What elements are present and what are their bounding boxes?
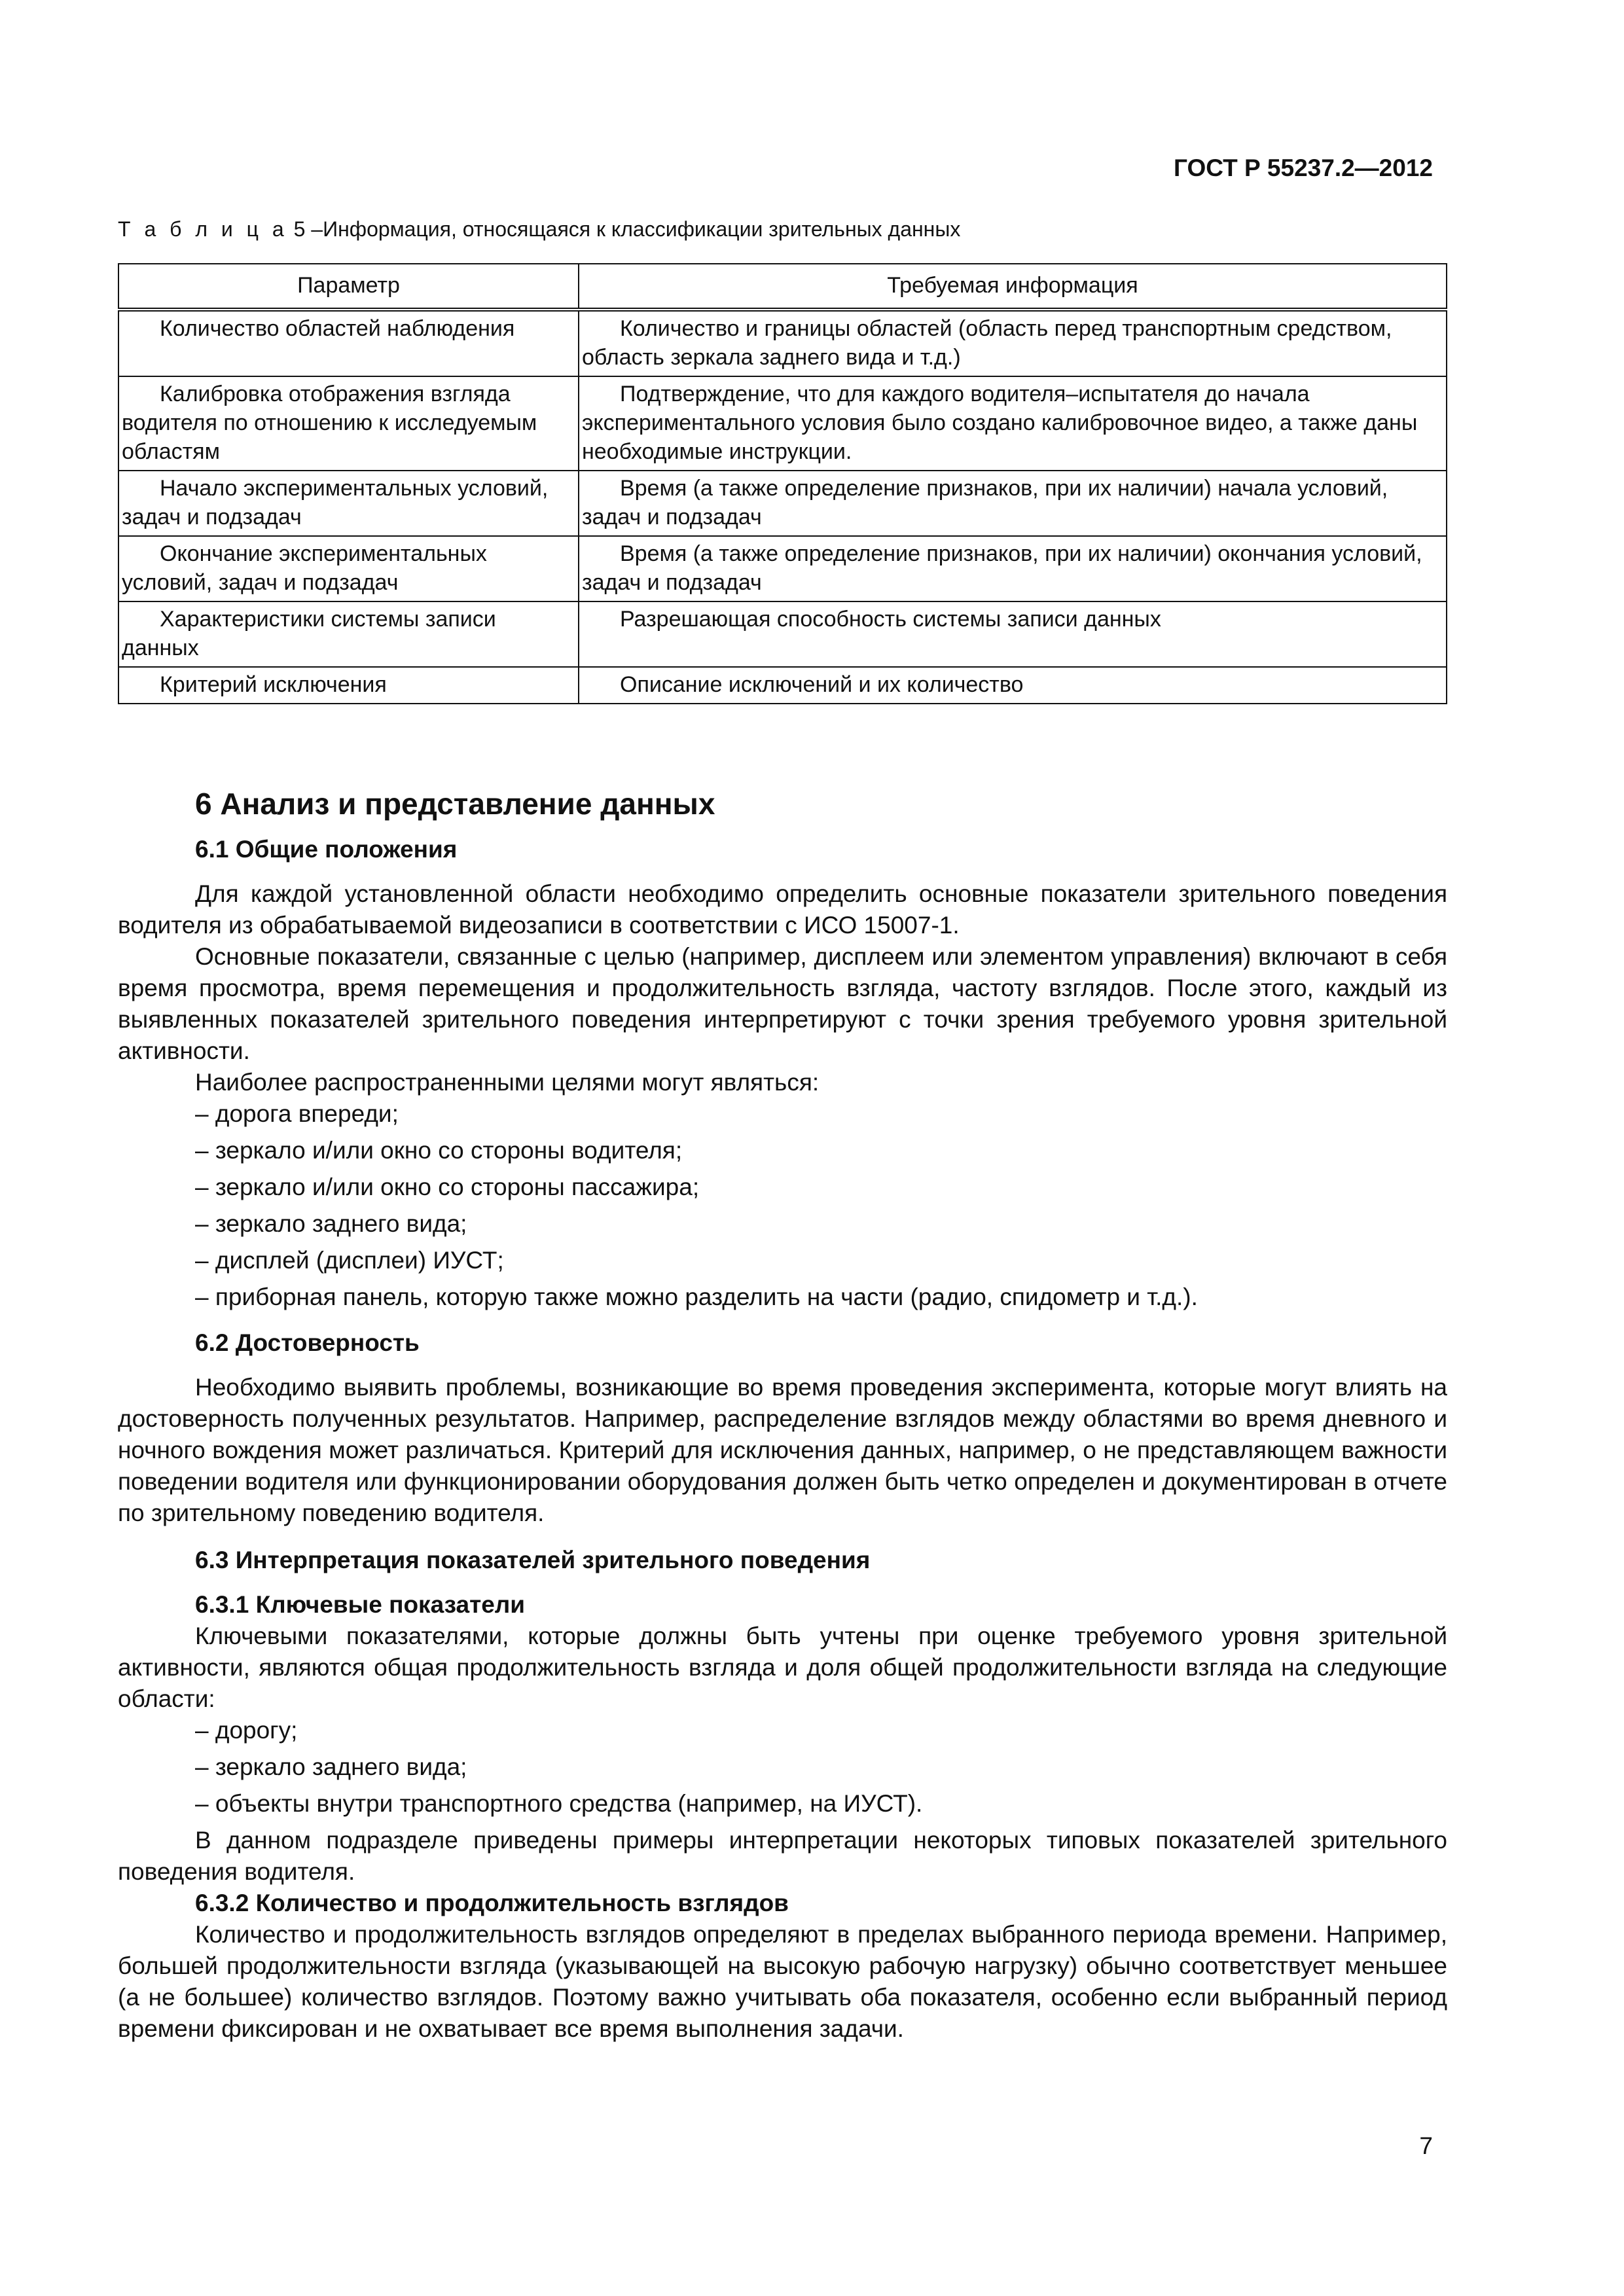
list-item: – объекты внутри транспортного средства (например, на ИУСТ). bbox=[195, 1790, 923, 1817]
paragraph: Ключевыми показателями, которые должны быть учтены при оценке требуемого уровня зрительной активности, являются общая продолжительность взгляда и доля общей продолжительности взгляда на следующие области: bbox=[118, 1623, 1447, 1712]
table-cell-info: Подтверждение, что для каждого водителя–испытателя до начала экспериментального условия было создано калибровочное видео, а также даны необходимые инструкции. bbox=[579, 376, 1447, 471]
table-cell-parameter: Характеристики системы записи данных bbox=[118, 601, 579, 667]
table-row bbox=[118, 376, 1447, 471]
list-item: – дорогу; bbox=[195, 1717, 298, 1744]
table-cell-info: Время (а также определение признаков, при их наличии) начала условий, задач и подзадач bbox=[579, 471, 1447, 536]
table-caption-prefix: Т а б л и ц а bbox=[118, 217, 288, 241]
table-row bbox=[118, 536, 1447, 601]
column-header-required-info: Требуемая информация bbox=[579, 264, 1447, 310]
paragraph: Необходимо выявить проблемы, возникающие во время проведения эксперимента, которые могут влиять на достоверность полученных результатов. Например, распределение взглядов между областями во время дневного и ночного вождения может различаться. Критерий для исключения данных, например, о не представляющем важности поведении водителя или функционировании оборудования должен быть четко определен и документирован в отчете по зрительному поведению водителя. bbox=[118, 1374, 1447, 1526]
table-cell-parameter: Начало экспериментальных условий, задач и подзадач bbox=[118, 471, 579, 536]
table-cell-info: Разрешающая способность системы записи данных bbox=[579, 601, 1447, 667]
table-cell-info: Описание исключений и их количество bbox=[579, 667, 1447, 704]
section-6-3-2-heading: 6.3.2 Количество и продолжительность взглядов bbox=[195, 1890, 789, 1916]
table-row bbox=[118, 601, 1447, 667]
table-cell-info: Время (а также определение признаков, при их наличии) окончания условий, задач и подзадач bbox=[579, 536, 1447, 601]
section-6-1-heading: 6.1 Общие положения bbox=[195, 836, 458, 863]
list-item: – зеркало заднего вида; bbox=[195, 1753, 467, 1780]
list-item: – зеркало и/или окно со стороны пассажира; bbox=[195, 1174, 700, 1200]
paragraph: Для каждой установленной области необходимо определить основные показатели зрительного поведения водителя из обрабатываемой видеозаписи в соответствии с ИСО 15007-1. bbox=[118, 880, 1447, 939]
list-item: – дисплей (дисплеи) ИУСТ; bbox=[195, 1247, 504, 1274]
column-header-parameter: Параметр bbox=[118, 264, 579, 310]
classification-table bbox=[118, 263, 1447, 704]
paragraph: В данном подразделе приведены примеры интерпретации некоторых типовых показателей зрительного поведения водителя. bbox=[118, 1827, 1447, 1885]
main-content bbox=[118, 784, 1447, 2045]
list-item: – зеркало заднего вида; bbox=[195, 1210, 467, 1237]
paragraph: Основные показатели, связанные с целью (например, дисплеем или элементом управления) включают в себя время просмотра, время перемещения и продолжительность взгляда, частоту взглядов. После этого, каждый из выявленных показателей зрительного поведения интерпретируют с точки зрения требуемого уровня зрительной активности. bbox=[118, 943, 1447, 1064]
table-header-row bbox=[118, 264, 1447, 310]
section-6-heading: 6 Анализ и представление данных bbox=[195, 787, 715, 821]
table-cell-parameter: Критерий исключения bbox=[118, 667, 579, 704]
table-cell-parameter: Окончание экспериментальных условий, задач и подзадач bbox=[118, 536, 579, 601]
table-row bbox=[118, 667, 1447, 704]
table-cell-info: Количество и границы областей (область перед транспортным средством, область зеркала заднего вида и т.д.) bbox=[579, 310, 1447, 376]
table-cell-parameter: Калибровка отображения взгляда водителя по отношению к исследуемым областям bbox=[118, 376, 579, 471]
section-6-3-1-heading: 6.3.1 Ключевые показатели bbox=[195, 1591, 526, 1618]
table-cell-parameter: Количество областей наблюдения bbox=[118, 310, 579, 376]
section-6-2-heading: 6.2 Достоверность bbox=[195, 1329, 420, 1356]
page-number: 7 bbox=[1419, 2132, 1433, 2159]
table-caption bbox=[118, 217, 960, 242]
table-row bbox=[118, 471, 1447, 536]
list-item: – зеркало и/или окно со стороны водителя; bbox=[195, 1137, 683, 1164]
list-item: – дорога впереди; bbox=[195, 1100, 399, 1127]
document-code: ГОСТ Р 55237.2—2012 bbox=[1174, 154, 1433, 181]
paragraph: Количество и продолжительность взглядов определяют в пределах выбранного периода времени. Например, большей продолжительности взгляда (указывающей на высокую рабочую нагрузку) обычно соответствует меньшее (а не большее) количество взглядов. Поэтому важно учитывать оба показателя, особенно если выбранный период времени фиксирован и не охватывает все время выполнения задачи. bbox=[118, 1921, 1447, 2042]
section-6-3-heading: 6.3 Интерпретация показателей зрительного поведения bbox=[195, 1547, 871, 1573]
table-row bbox=[118, 310, 1447, 376]
table-caption-text: 5 –Информация, относящаяся к классификации зрительных данных bbox=[287, 217, 961, 241]
list-item: – приборная панель, которую также можно разделить на части (радио, спидометр и т.д.). bbox=[195, 1283, 1198, 1310]
paragraph: Наиболее распространенными целями могут являться: bbox=[195, 1069, 820, 1096]
